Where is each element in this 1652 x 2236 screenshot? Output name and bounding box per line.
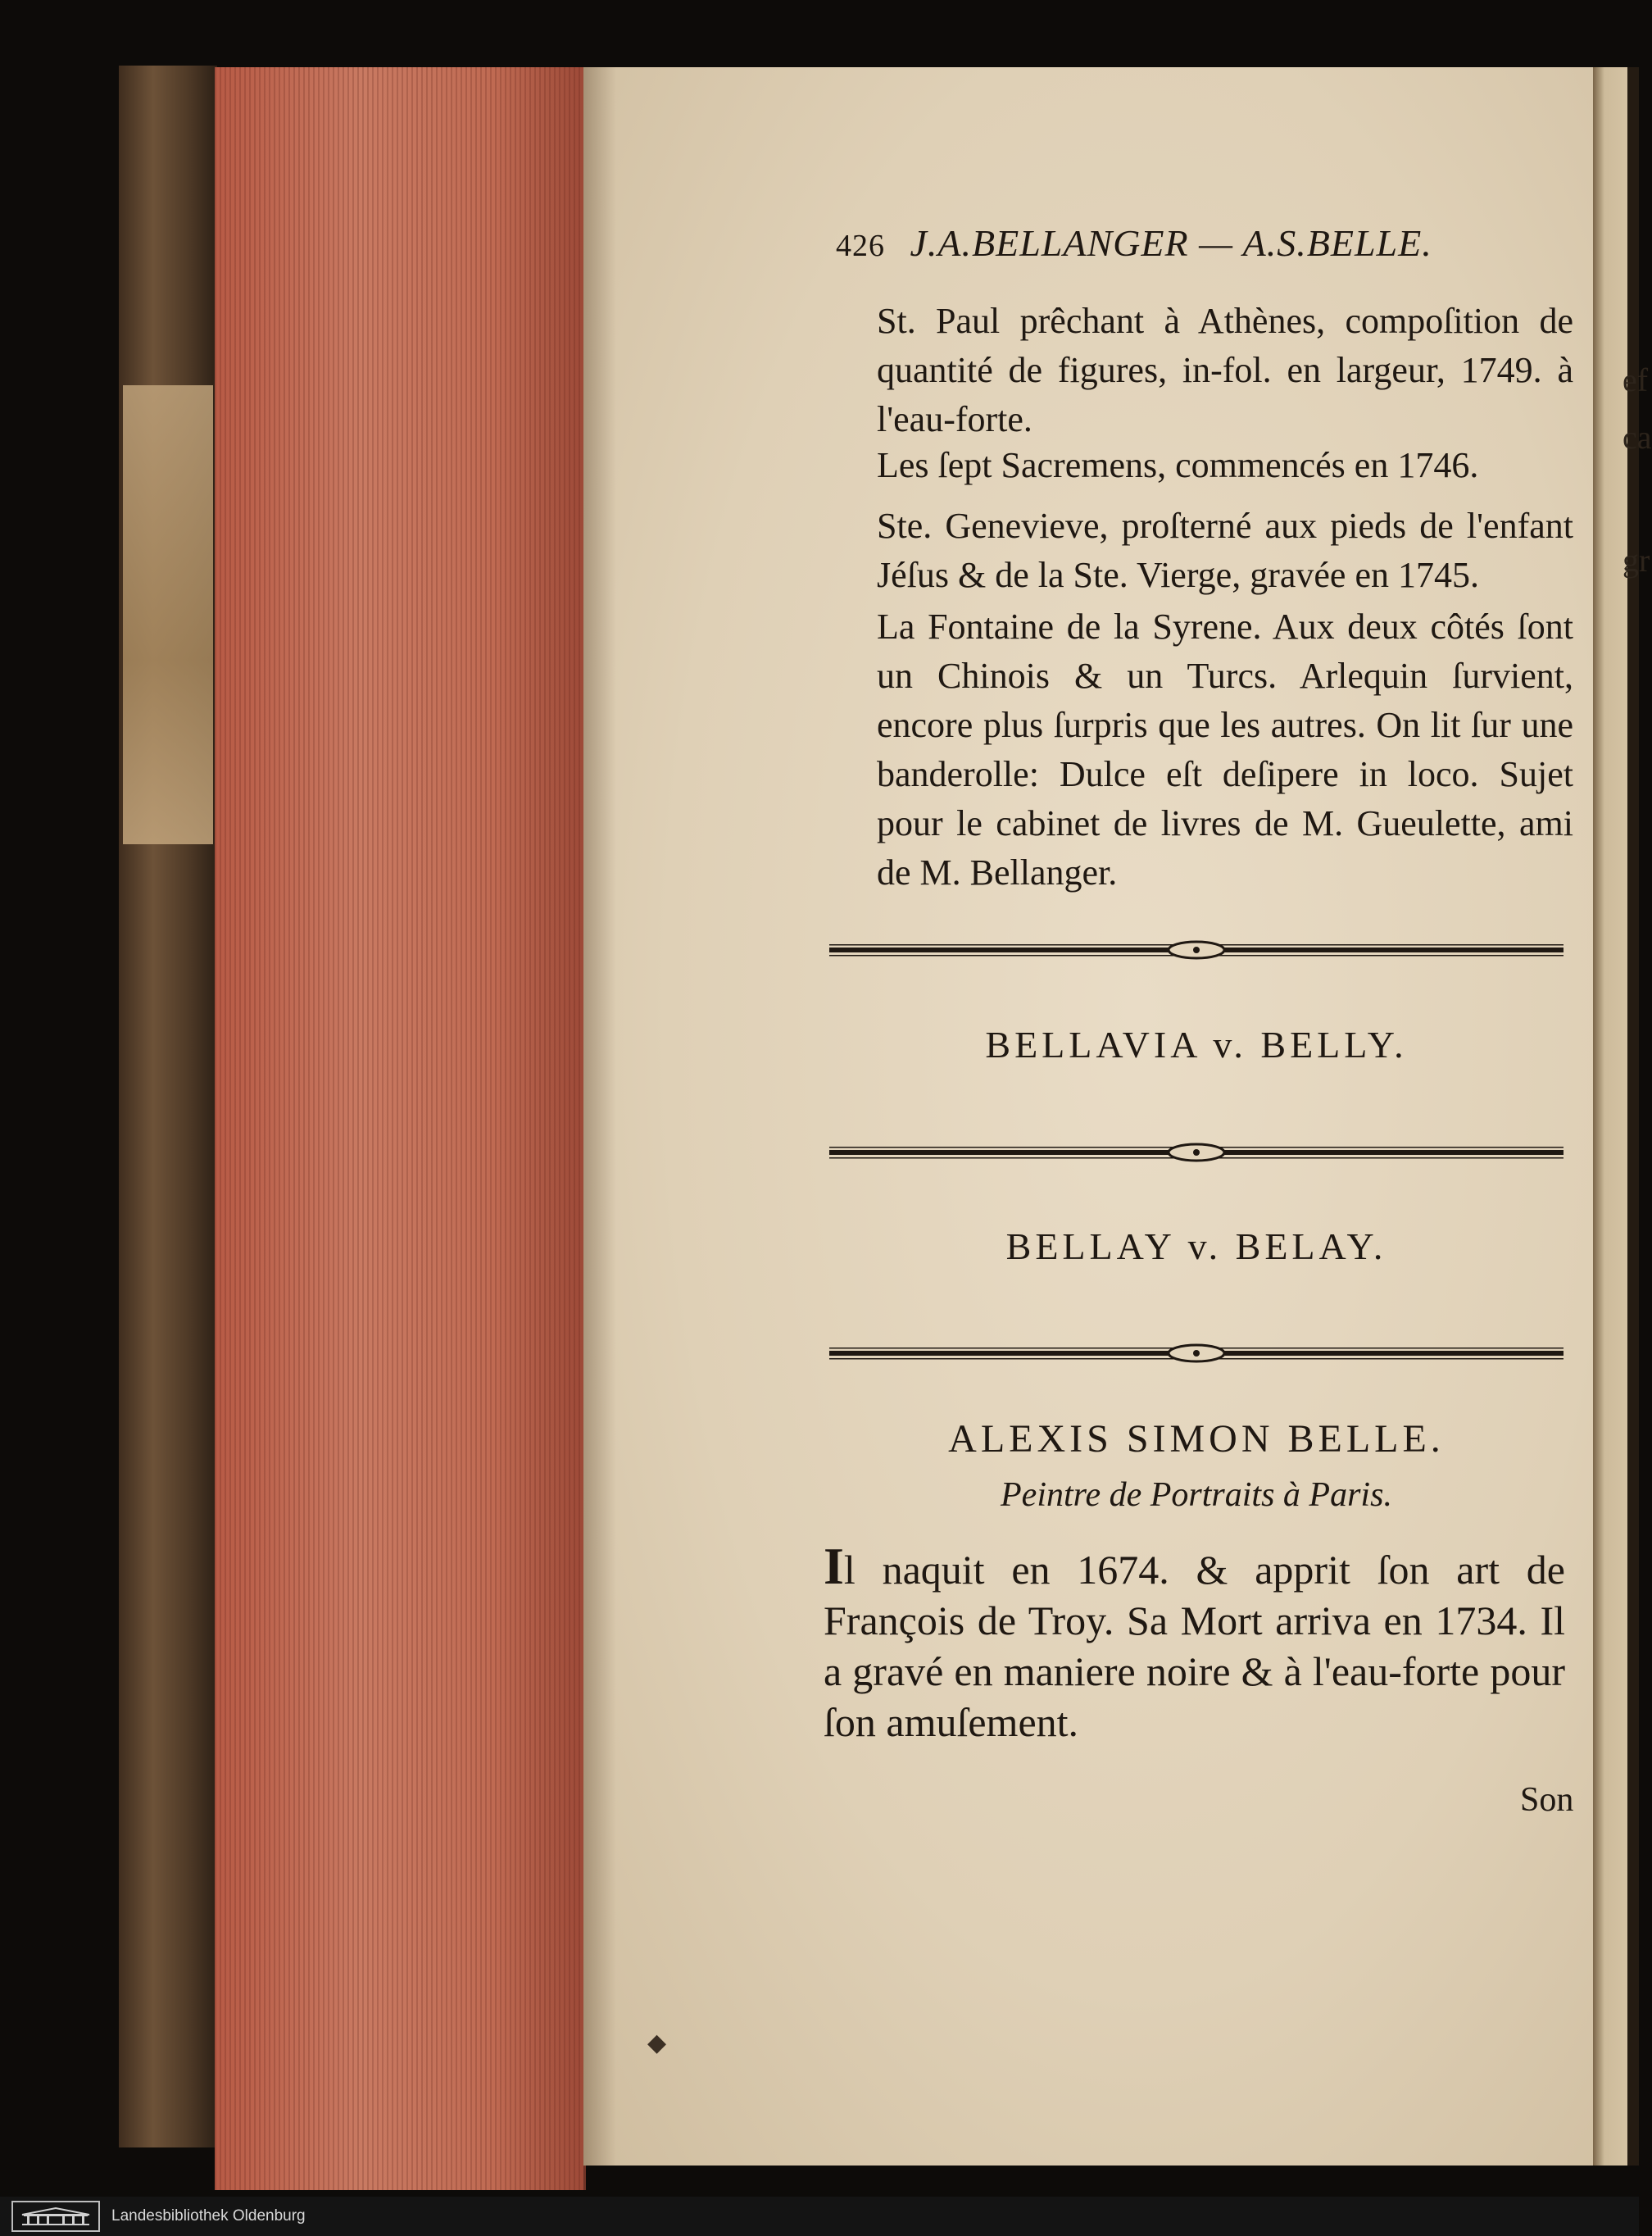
entry-paragraph: St. Paul prêchant à Athènes, compoſition de quantité de figures, in-fol. en largeur, 1749. à l'eau-forte. (877, 301, 1573, 439)
cross-reference-heading: BELLAVIA v. BELLY. (985, 1024, 1408, 1066)
building-icon (19, 2206, 93, 2226)
facing-page-fragment: ef (1622, 361, 1649, 398)
gutter-shadow (583, 67, 616, 2166)
library-name: Landesbibliothek Oldenburg (111, 2207, 306, 2225)
entry-paragraph: La Fontaine de la Syrene. Aux deux côtés ſont un Chinois & un Turcs. Arlequin ſurvient, encore plus ſurpris que les autres. On lit ſur une banderolle: Dulce eſt deſipere in loco. Sujet pour le cabinet de livres de M. Gueulette, ami de M. Bellanger. (877, 607, 1573, 893)
artist-subtitle: Peintre de Portraits à Paris. (1001, 1476, 1392, 1514)
book-spine (119, 66, 217, 2147)
facing-page-fragment: ca (1622, 419, 1652, 456)
artist-name-heading: ALEXIS SIMON BELLE. (948, 1417, 1445, 1461)
entry-paragraph: Ste. Genevieve, proſterné aux pieds de l'enfant Jéſus & de la Ste. Vierge, gravée en 1745. (877, 506, 1573, 595)
running-head (836, 221, 1557, 270)
library-logo (11, 2201, 100, 2232)
page-number: 426 (836, 229, 885, 263)
artist-biography (824, 1537, 1565, 1747)
library-footer (0, 2197, 1639, 2236)
ink-mark: ◆ (647, 2029, 667, 2056)
ornamental-rule (829, 941, 1564, 959)
drop-cap: I (824, 1537, 844, 1595)
facing-page-fragment: gr (1622, 542, 1650, 579)
running-head-title: J.A.BELLANGER — A.S.BELLE. (910, 222, 1432, 264)
spine-label (123, 385, 213, 844)
entry-paragraph: Les ſept Sacremens, commencés en 1746. (877, 445, 1479, 485)
page-edges (215, 67, 586, 2190)
ornamental-rule (829, 1143, 1564, 1161)
ornamental-rule (829, 1344, 1564, 1362)
cross-reference-heading: BELLAY v. BELAY. (1005, 1225, 1387, 1267)
biography-text: l naquit en 1674. & apprit ſon art de François de Troy. Sa Mort arriva en 1734. Il a gravé en maniere noire & à l'eau-forte pour ſon amuſement. (824, 1547, 1565, 1745)
catchword: Son (1520, 1781, 1574, 1819)
